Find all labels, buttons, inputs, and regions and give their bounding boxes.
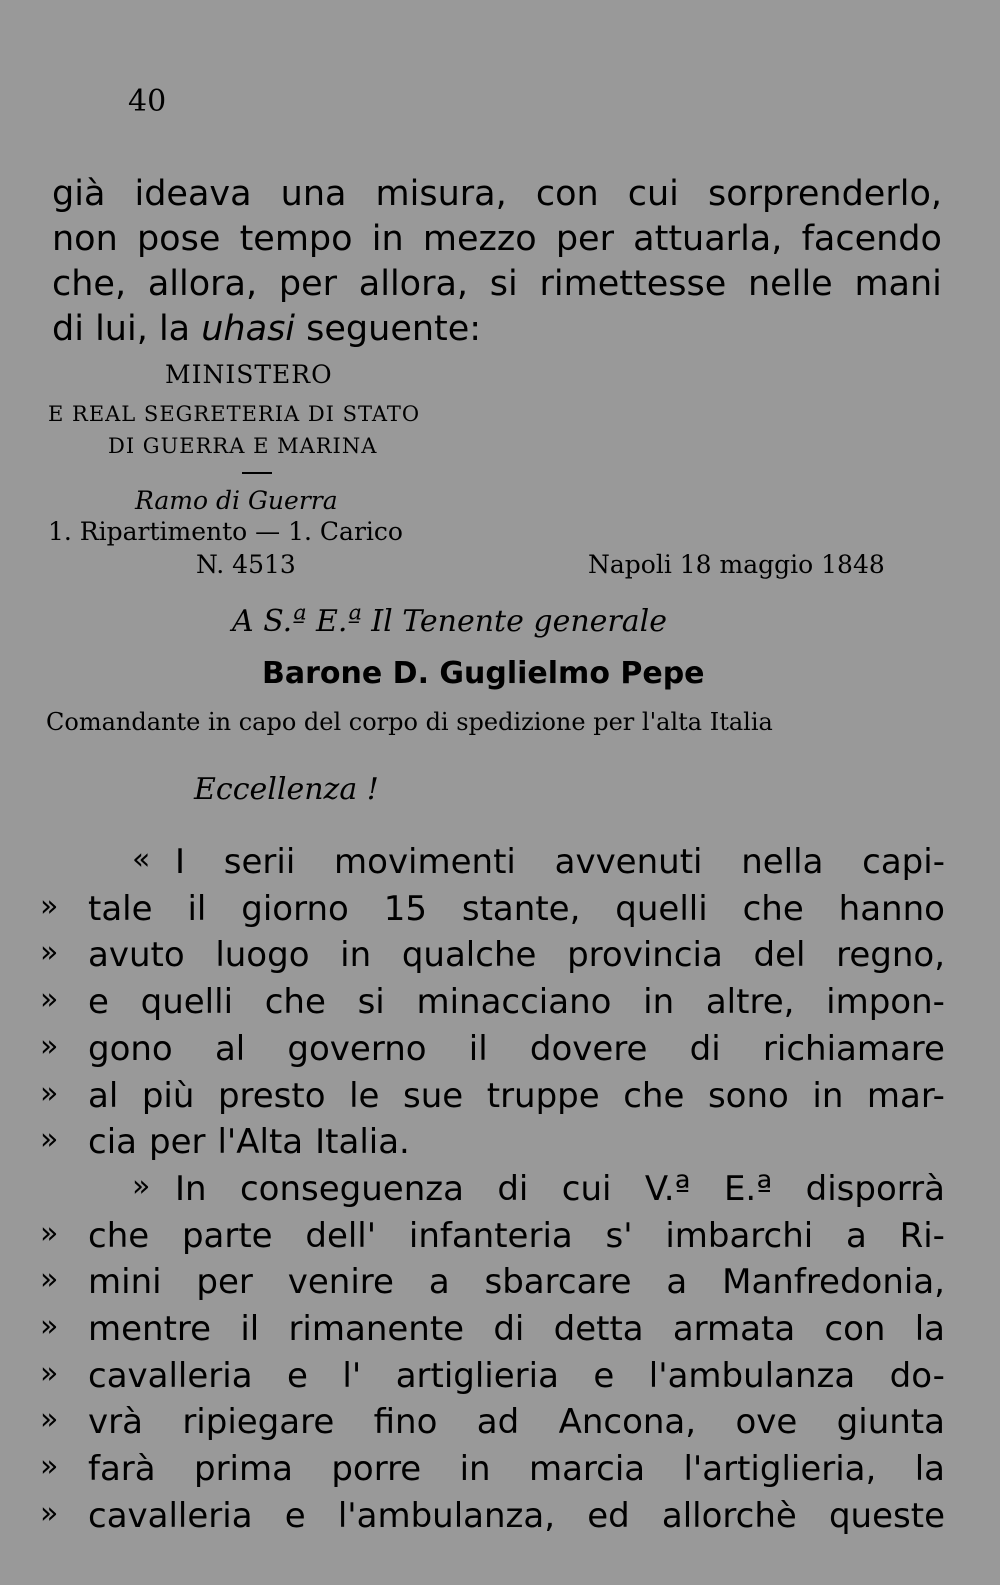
quote-line-text — [88, 1122, 945, 1162]
quote-word: Italia. — [315, 1122, 410, 1163]
quote-mark: « — [132, 842, 151, 877]
intro-italic-word: uhasi — [201, 309, 296, 349]
quote-word: impon- — [826, 982, 945, 1023]
quote-word: s' — [605, 1215, 633, 1256]
quote-mark: » — [40, 1262, 59, 1298]
quote-word: ripiegare — [182, 1402, 335, 1443]
quote-word: la — [914, 1449, 945, 1490]
quote-word: 15 — [383, 888, 427, 929]
quote-line-text — [88, 1449, 945, 1489]
quote-line-text — [175, 842, 945, 882]
quote-word: in — [812, 1075, 844, 1116]
salutation: Eccellenza ! — [194, 772, 379, 807]
quote-word: venire — [287, 1262, 394, 1303]
intro-word: rimettesse — [539, 264, 727, 304]
quote-word: dovere — [529, 1028, 648, 1069]
addressee-name: Barone D. Guglielmo Pepe — [262, 656, 705, 691]
intro-line — [52, 262, 942, 307]
quote-word: a — [666, 1262, 688, 1303]
quote-mark: » — [40, 888, 59, 924]
quote-word: minacciano — [416, 982, 612, 1023]
quote-line — [40, 889, 945, 935]
quote-mark: » — [132, 1168, 151, 1204]
quote-line-text — [88, 935, 945, 975]
quote-word: sbarcare — [484, 1262, 632, 1303]
quote-word: governo — [287, 1028, 427, 1069]
quote-word: parte — [181, 1215, 273, 1256]
quote-line — [40, 982, 945, 1028]
letterhead-division: 1. Ripartimento — 1. Carico — [48, 517, 403, 546]
quote-line — [40, 1496, 945, 1542]
quote-word: di — [689, 1028, 721, 1069]
letterhead-branch: Ramo di Guerra — [135, 486, 338, 515]
quote-line-text — [88, 1496, 945, 1536]
quote-word: mentre — [88, 1309, 212, 1349]
intro-text: seguente: — [295, 309, 482, 349]
quote-word: detta — [553, 1309, 644, 1349]
quote-word: do- — [889, 1355, 945, 1396]
quote-word: l'ambulanza — [648, 1355, 856, 1396]
quote-word: V.ª — [644, 1168, 691, 1209]
quote-mark: » — [40, 1449, 59, 1485]
quote-word: E.ª — [723, 1168, 773, 1209]
quote-word: e — [88, 982, 109, 1023]
quote-word: per — [196, 1262, 253, 1303]
quote-word: conseguenza — [239, 1168, 464, 1209]
quote-word: regno, — [836, 935, 945, 976]
quote-word: che — [264, 982, 326, 1023]
quote-word: il — [187, 888, 207, 929]
quote-word: il — [240, 1309, 260, 1349]
quote-mark: » — [40, 1309, 59, 1344]
quote-word: l'artiglieria, — [683, 1449, 877, 1490]
intro-word: mezzo — [422, 219, 537, 259]
quote-word: gono — [88, 1028, 173, 1069]
intro-word: si — [489, 264, 518, 304]
quote-line-text — [175, 1169, 945, 1209]
quote-line — [40, 1216, 945, 1262]
letterhead-office: E REAL SEGRETERIA DI STATO — [48, 402, 421, 426]
quote-line-text — [88, 1216, 945, 1256]
quote-word: stante, — [461, 888, 581, 929]
letterhead-ministry: MINISTERO — [165, 360, 333, 389]
quote-word: artiglieria — [395, 1355, 559, 1396]
quote-word: del — [753, 935, 806, 976]
intro-line — [52, 172, 942, 217]
intro-text: di lui, la — [52, 309, 202, 349]
quote-line-text — [88, 1356, 945, 1396]
quote-word: ove — [735, 1402, 798, 1443]
quote-word: farà — [88, 1449, 156, 1490]
intro-word: ideava — [134, 174, 252, 214]
intro-word: mani — [854, 264, 942, 304]
quote-line — [40, 1356, 945, 1402]
quote-word: le — [349, 1075, 380, 1116]
intro-word: cui — [627, 174, 679, 214]
addressee-role: Comandante in capo del corpo di spedizione per l'alta Italia — [46, 708, 773, 736]
quote-word: si — [357, 982, 385, 1023]
quote-word: imbarchi — [665, 1215, 814, 1256]
quote-word: di — [493, 1309, 525, 1349]
quote-word: la — [914, 1309, 945, 1349]
quote-word: luogo — [215, 935, 310, 976]
addressee-title: A S.ª E.ª Il Tenente generale — [232, 604, 667, 639]
quote-word: che — [88, 1215, 150, 1256]
quote-line — [40, 842, 945, 888]
quote-word: altre, — [705, 982, 795, 1023]
quote-line — [40, 1309, 945, 1355]
quote-line — [40, 1076, 945, 1122]
intro-word: con — [535, 174, 599, 214]
quote-word: di — [497, 1168, 529, 1209]
quote-word: in — [459, 1449, 491, 1490]
quote-word: sono — [707, 1075, 789, 1116]
quote-mark: » — [40, 1402, 59, 1438]
intro-word: una — [280, 174, 347, 214]
quote-word: I — [175, 842, 186, 882]
quote-word: fino — [373, 1402, 438, 1443]
quote-word: più — [141, 1075, 195, 1116]
intro-word: in — [371, 219, 404, 259]
quote-line — [40, 1449, 945, 1495]
quote-word: giorno — [241, 888, 349, 929]
quote-word: in — [340, 935, 372, 976]
quote-line-text — [88, 1309, 945, 1349]
quote-word: prima — [193, 1449, 293, 1490]
letter-place-date: Napoli 18 maggio 1848 — [588, 550, 885, 579]
quote-word: tale — [88, 888, 153, 929]
letterhead-department: DI GUERRA E MARINA — [108, 434, 378, 458]
quote-word: avuto — [88, 935, 185, 976]
intro-word: pose — [136, 219, 221, 259]
quote-word: cia — [88, 1122, 137, 1163]
quote-word: mini — [88, 1262, 162, 1303]
quote-word: cavalleria — [88, 1495, 253, 1536]
quote-word: l' — [342, 1355, 362, 1396]
quote-word: rimanente — [288, 1309, 465, 1349]
intro-word: nelle — [748, 264, 833, 304]
quote-word: per — [148, 1122, 206, 1163]
quote-line-text — [88, 1262, 945, 1302]
intro-word: facendo — [801, 219, 942, 259]
letterhead-rule — [242, 472, 272, 474]
quote-word: ed — [587, 1495, 630, 1536]
quote-word: l'ambulanza, — [337, 1495, 556, 1536]
quote-mark: » — [40, 1028, 59, 1064]
quote-line-text — [88, 1076, 945, 1116]
quote-word: che — [623, 1075, 685, 1116]
quote-word: mar- — [866, 1075, 945, 1116]
quote-mark: » — [40, 1122, 59, 1158]
quote-word: truppe — [486, 1075, 600, 1116]
intro-line — [52, 217, 942, 262]
quote-word: allorchè — [661, 1495, 797, 1536]
quote-word: a — [846, 1215, 867, 1256]
quote-mark: » — [40, 1215, 59, 1251]
quote-word: il — [468, 1028, 488, 1069]
quote-line — [40, 1402, 945, 1448]
quote-word: richiamare — [762, 1028, 945, 1069]
quote-line-text — [88, 889, 945, 929]
intro-word: allora, — [358, 264, 469, 304]
intro-word: sorprenderlo, — [707, 174, 942, 214]
quote-line — [40, 1122, 945, 1168]
quote-word: disporrà — [805, 1168, 945, 1209]
quote-word: giunta — [836, 1402, 945, 1443]
quote-word: a — [428, 1262, 450, 1303]
quote-word: nella — [741, 842, 824, 882]
page-number: 40 — [128, 84, 167, 119]
quote-word: qualche — [401, 935, 537, 976]
quote-word: in — [643, 982, 675, 1023]
quote-word: con — [824, 1309, 886, 1349]
quote-word: l'Alta — [217, 1122, 304, 1163]
quote-word: al — [88, 1075, 119, 1116]
quote-word: porre — [331, 1449, 422, 1490]
intro-word: tempo — [239, 219, 353, 259]
quote-word: presto — [217, 1075, 326, 1116]
quote-word: dell' — [305, 1215, 377, 1256]
quote-word: cavalleria — [88, 1355, 253, 1396]
quote-word: al — [214, 1028, 246, 1069]
intro-word: allora, — [147, 264, 258, 304]
quote-line — [40, 935, 945, 981]
quote-word: movimenti — [334, 842, 516, 882]
intro-word: attuarla, — [633, 219, 783, 259]
quote-word: Manfredonia, — [722, 1262, 945, 1303]
quote-line-text — [88, 1029, 945, 1069]
quote-word: ad — [476, 1402, 520, 1443]
quote-mark: » — [40, 982, 59, 1018]
quote-mark: » — [40, 1495, 59, 1531]
quote-word: sue — [403, 1075, 464, 1116]
quote-word: provincia — [567, 935, 723, 976]
quote-word: avvenuti — [554, 842, 703, 882]
intro-word: misura, — [375, 174, 507, 214]
letter-number: N. 4513 — [196, 550, 296, 579]
quote-mark: » — [40, 935, 59, 971]
quote-mark: » — [40, 1075, 59, 1111]
quote-word: cui — [561, 1168, 612, 1209]
quote-word: infanteria — [408, 1215, 573, 1256]
quote-word: quelli — [140, 982, 234, 1023]
intro-paragraph — [52, 172, 942, 352]
quote-word: che — [742, 888, 804, 929]
intro-word: non — [52, 219, 118, 259]
quote-word: queste — [828, 1495, 945, 1536]
quote-word: vrà — [88, 1402, 143, 1443]
quote-word: marcia — [528, 1449, 646, 1490]
quote-word: e — [593, 1355, 615, 1396]
quote-mark: » — [40, 1355, 59, 1391]
intro-line — [52, 307, 942, 352]
intro-word: per — [278, 264, 338, 304]
quote-word: capi- — [862, 842, 945, 882]
intro-word: che, — [52, 264, 127, 304]
quote-word: armata — [672, 1309, 796, 1349]
quote-word: In — [175, 1168, 207, 1209]
quote-word: Ri- — [899, 1215, 945, 1256]
quote-word: hanno — [838, 888, 945, 929]
quote-line-text — [88, 1402, 945, 1442]
quote-word: Ancona, — [558, 1402, 697, 1443]
quote-word: e — [287, 1355, 308, 1396]
quote-word: e — [284, 1495, 306, 1536]
intro-word: per — [555, 219, 614, 259]
intro-word: già — [52, 174, 106, 214]
quote-word: serii — [223, 842, 296, 882]
quote-line — [40, 1169, 945, 1215]
quote-line — [40, 1029, 945, 1075]
quote-line-text — [88, 982, 945, 1022]
quote-line — [40, 1262, 945, 1308]
quote-word: quelli — [615, 888, 708, 929]
